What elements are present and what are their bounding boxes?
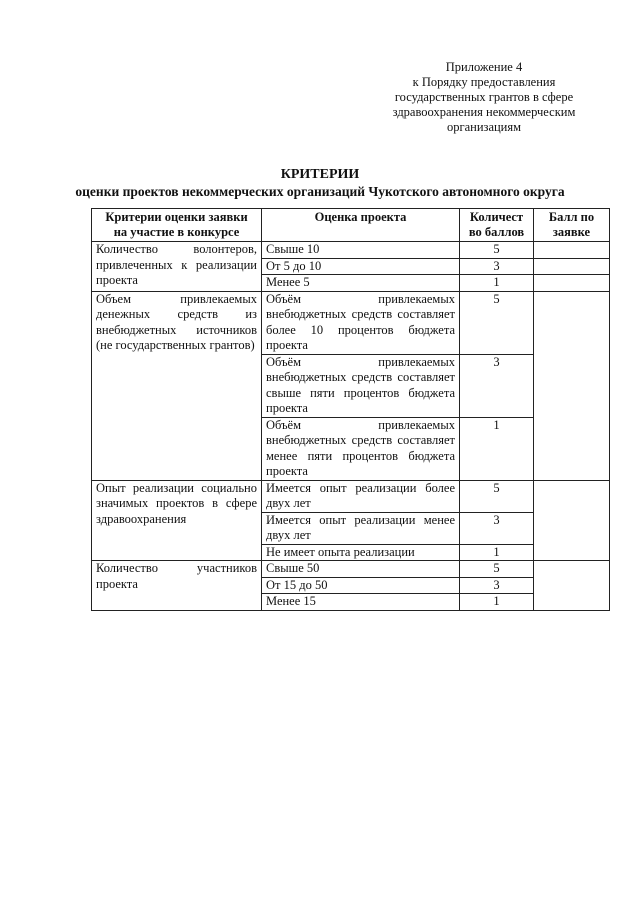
criteria-table — [91, 208, 610, 611]
header-points — [460, 209, 534, 242]
points-cell: 5 — [460, 291, 534, 354]
assessment-cell: Свыше 10 — [262, 242, 460, 259]
score-cell[interactable] — [534, 561, 610, 611]
header-score-line: заявке — [552, 225, 591, 239]
score-cell[interactable] — [534, 291, 610, 480]
header-criteria — [92, 209, 262, 242]
criterion-cell: Опыт реализации социально значимых проектов в сфере здравоохранения — [92, 480, 262, 561]
points-cell: 3 — [460, 577, 534, 594]
header-criteria-line: Критерии оценки заявки — [105, 210, 248, 224]
appendix-line: здравоохранения некоммерческим — [392, 105, 576, 119]
points-cell: 3 — [460, 354, 534, 417]
header-points-line: во баллов — [468, 225, 525, 239]
points-cell: 1 — [460, 275, 534, 292]
score-cell[interactable] — [534, 275, 610, 292]
table-header-row — [92, 209, 610, 242]
header-assessment: Оценка проекта — [262, 209, 460, 242]
assessment-cell: Свыше 50 — [262, 561, 460, 578]
points-cell: 1 — [460, 594, 534, 611]
appendix-note — [370, 60, 598, 135]
criterion-cell: Количество волонтеров, привлеченных к реализации проекта — [92, 242, 262, 292]
criterion-cell: Количество участников проекта — [92, 561, 262, 611]
assessment-cell: Объём привлекаемых внебюджетных средств составляет менее пяти процентов бюджета проекта — [262, 417, 460, 480]
appendix-line: государственных грантов в сфере — [394, 90, 574, 104]
assessment-cell: Менее 15 — [262, 594, 460, 611]
assessment-cell: От 5 до 10 — [262, 258, 460, 275]
score-cell[interactable] — [534, 242, 610, 259]
assessment-cell: От 15 до 50 — [262, 577, 460, 594]
header-score — [534, 209, 610, 242]
appendix-line: к Порядку предоставления — [412, 75, 556, 89]
points-cell: 5 — [460, 480, 534, 512]
document-heading — [0, 166, 640, 200]
assessment-cell: Имеется опыт реализации менее двух лет — [262, 512, 460, 544]
points-cell: 3 — [460, 512, 534, 544]
appendix-line: организациям — [446, 120, 522, 134]
table-row — [92, 561, 610, 578]
score-cell[interactable] — [534, 258, 610, 275]
table-row — [92, 242, 610, 259]
document-subtitle: оценки проектов некоммерческих организаций Чукотского автономного округа — [75, 184, 565, 199]
document-title: КРИТЕРИИ — [280, 167, 360, 182]
points-cell: 5 — [460, 242, 534, 259]
assessment-cell: Объём привлекаемых внебюджетных средств составляет более 10 процентов бюджета проекта — [262, 291, 460, 354]
header-criteria-line: на участие в конкурсе — [113, 225, 240, 239]
table-row — [92, 480, 610, 512]
table-row — [92, 291, 610, 354]
assessment-cell: Имеется опыт реализации более двух лет — [262, 480, 460, 512]
appendix-line: Приложение 4 — [445, 60, 523, 74]
assessment-cell: Менее 5 — [262, 275, 460, 292]
criterion-cell: Объем привлекаемых денежных средств из внебюджетных источников (не государственных грантов) — [92, 291, 262, 480]
score-cell[interactable] — [534, 480, 610, 561]
points-cell: 5 — [460, 561, 534, 578]
points-cell: 1 — [460, 417, 534, 480]
assessment-cell: Не имеет опыта реализации — [262, 544, 460, 561]
header-points-line: Количест — [469, 210, 524, 224]
points-cell: 1 — [460, 544, 534, 561]
header-score-line: Балл по — [548, 210, 595, 224]
points-cell: 3 — [460, 258, 534, 275]
assessment-cell: Объём привлекаемых внебюджетных средств составляет свыше пяти процентов бюджета проекта — [262, 354, 460, 417]
